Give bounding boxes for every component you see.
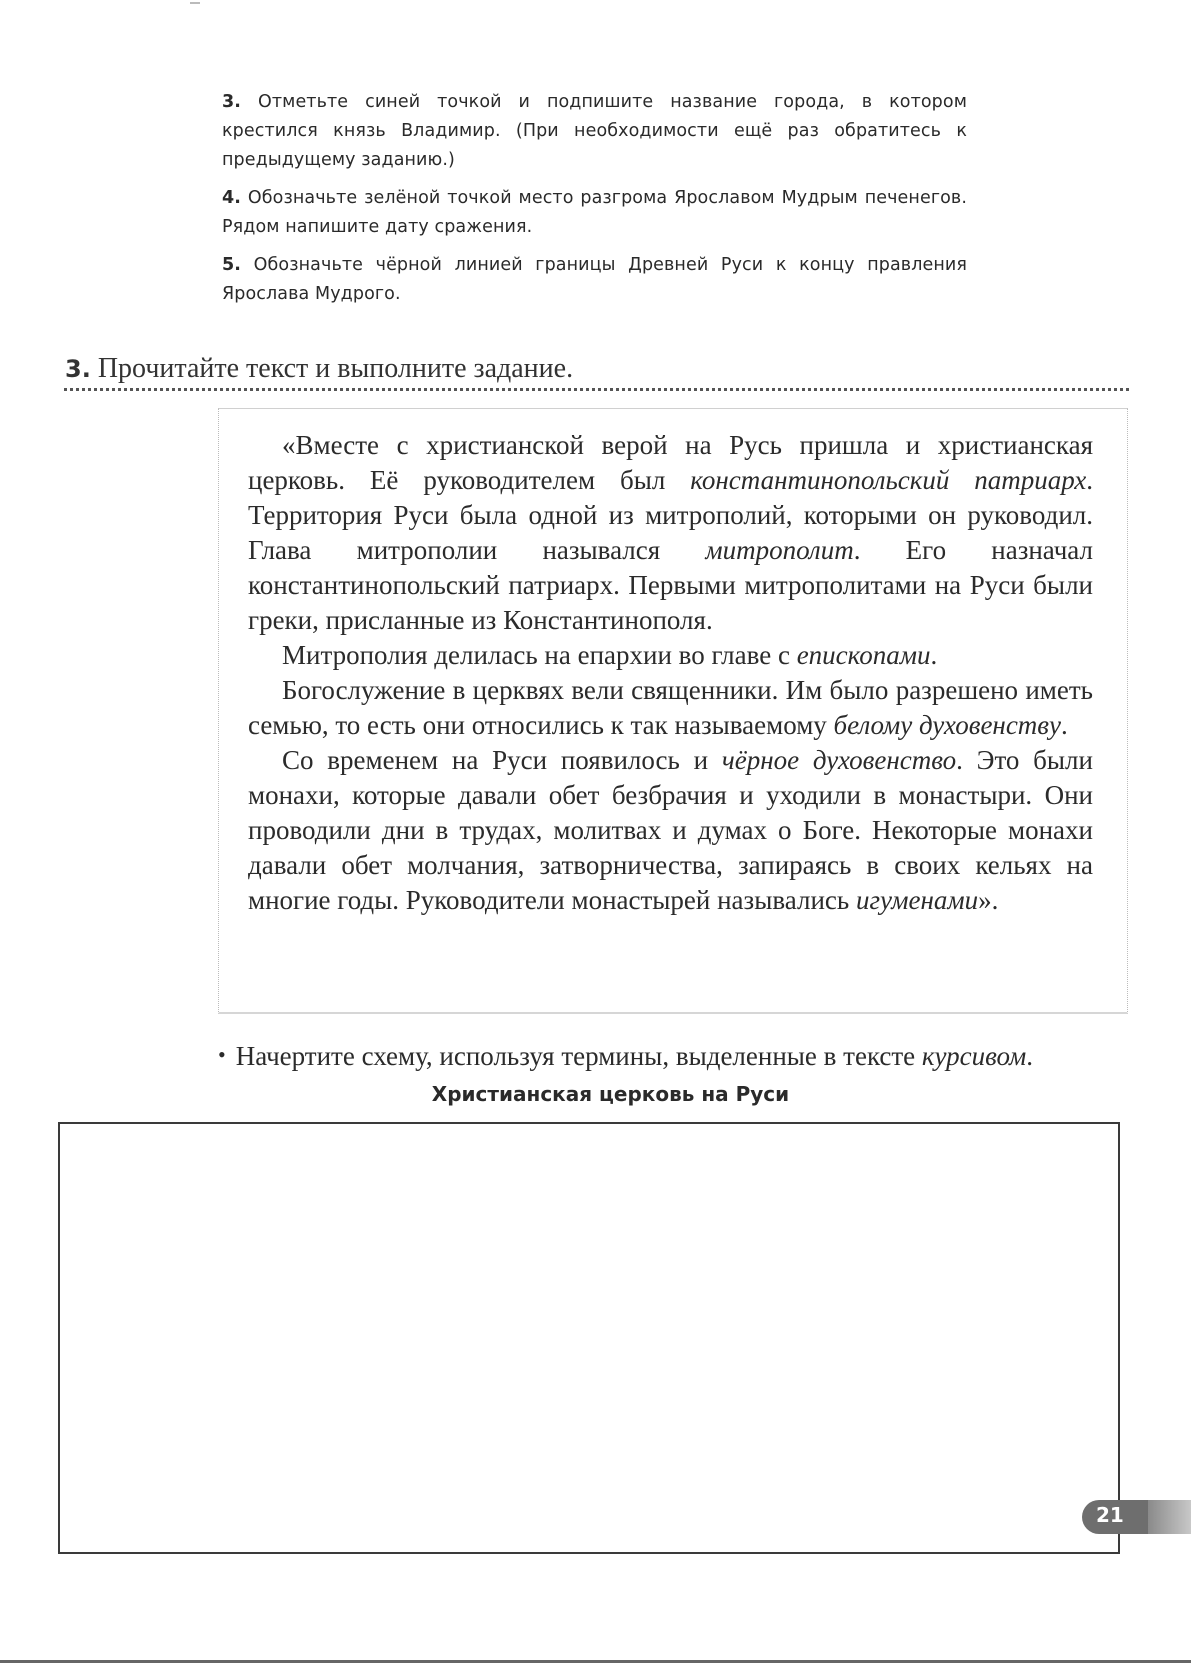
- task-text: Обозначьте зелёной точкой место разгрома Ярославом Мудрым печенегов. Рядом напишите дату сражения.: [222, 188, 967, 237]
- dotted-divider: [64, 388, 1129, 391]
- quote-paragraph-2: [248, 638, 1093, 673]
- bullet-icon: •: [218, 1042, 226, 1067]
- bottom-rule: [0, 1660, 1191, 1663]
- italic-term: чёрное духовенство: [721, 745, 957, 775]
- page-badge-tail: [1148, 1500, 1191, 1534]
- quote-paragraph-1: [248, 428, 1093, 638]
- italic-term: белому духовенству: [833, 710, 1062, 740]
- text-run: «Вместе с христианской верой на Русь пришла и христианская церковь. Её руководителем был: [248, 430, 1093, 495]
- quote-text: [248, 428, 1093, 918]
- exercise-heading: [65, 352, 573, 386]
- text-run: .: [1061, 710, 1068, 740]
- instruction-italic: курсивом: [921, 1041, 1027, 1071]
- italic-term: епископами: [796, 640, 931, 670]
- exercise-number: 3.: [65, 355, 91, 383]
- text-run: Богослужение в церквях вели священники. Им было разрешено иметь семью, то есть они относились к так называемому: [248, 675, 1093, 740]
- italic-term: константинопольский патриарх: [690, 465, 1087, 495]
- map-task-5: [222, 251, 967, 309]
- italic-term: митрополит: [705, 535, 854, 565]
- exercise-title: Прочитайте текст и выполните задание.: [97, 353, 574, 384]
- text-run: . Территория Руси была одной из митрополий, которыми он руководил. Глава митрополии назывался: [248, 465, 1093, 565]
- map-tasks: [222, 88, 967, 318]
- text-run: Митрополия делилась на епархии во главе с: [282, 640, 797, 670]
- diagram-title: Христианская церковь на Руси: [431, 1082, 790, 1106]
- italic-term: игуменами: [855, 885, 979, 915]
- quote-paragraph-3: [248, 673, 1093, 743]
- text-run: . Его назначал константинопольский патриарх. Первыми митрополитами на Руси были греки, присланные из Константинополя.: [248, 535, 1093, 635]
- text-run: .: [930, 640, 938, 670]
- text-run: ».: [978, 885, 999, 915]
- instruction-text: Начертите схему, используя термины, выделенные в тексте: [235, 1041, 922, 1071]
- map-task-4: [222, 184, 967, 242]
- text-run: Со временем на Руси появилось и: [282, 745, 722, 775]
- scan-mark: [190, 2, 200, 4]
- map-task-3: [222, 88, 967, 175]
- diagram-instruction: [218, 1039, 1128, 1075]
- task-text: Обозначьте чёрной линией границы Древней Руси к концу правления Ярослава Мудрого.: [222, 255, 968, 304]
- task-number: 3.: [222, 92, 242, 112]
- task-text: Отметьте синей точкой и подпишите название города, в котором крестился князь Владимир. (При необходимости ещё раз обратитесь к предыдущему заданию.): [222, 92, 967, 170]
- page-number-badge: [1082, 1500, 1148, 1534]
- page-number: 21: [1096, 1503, 1124, 1527]
- task-number: 4.: [222, 188, 242, 208]
- task-number: 5.: [222, 255, 242, 275]
- quote-paragraph-4: [248, 743, 1093, 918]
- answer-box[interactable]: [58, 1122, 1120, 1554]
- text-run: . Это были монахи, которые давали обет безбрачия и уходили в монастыри. Они проводили дни в трудах, молитвах и думах о Боге. Некоторые монахи давали обет молчания, затворничества, запираясь в своих кельях на многие годы. Руководители монастырей назывались: [248, 745, 1093, 915]
- instruction-end: .: [1026, 1041, 1033, 1071]
